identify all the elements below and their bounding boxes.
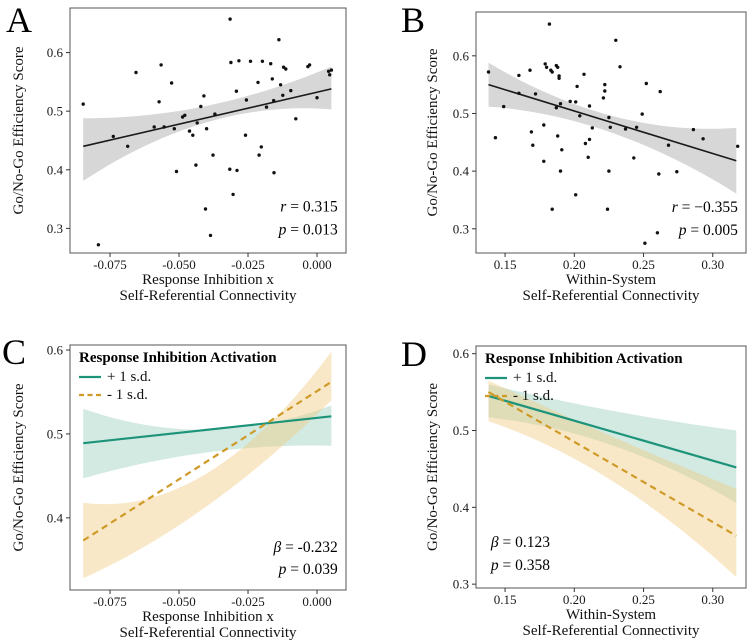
x-axis [494, 253, 724, 304]
x-axis-title: Response Inhibition x [142, 609, 274, 625]
panel-B-plot [375, 0, 750, 320]
y-axis [453, 48, 476, 236]
x-axis [93, 590, 331, 640]
y-tick-label: 0.3 [452, 576, 469, 592]
y-tick-label: 0.4 [452, 499, 469, 515]
panel-D [375, 320, 750, 640]
y-tick-label: 0.6 [452, 48, 469, 64]
x-axis-title: Within-System [565, 272, 657, 288]
legend [485, 351, 683, 404]
x-axis-title: Within-System [565, 607, 657, 623]
panel-B-tag: B [401, 0, 426, 40]
x-axis-title: Self-Referential Connectivity [119, 288, 297, 304]
x-tick-label: 0.20 [562, 592, 586, 607]
x-tick-label: -0.025 [231, 594, 265, 609]
confidence-band [83, 67, 331, 181]
svg-text:β = 0.123: β = 0.123 [490, 533, 550, 551]
x-tick-label: -0.075 [93, 257, 127, 272]
panel-C-plot [0, 320, 375, 640]
legend-title: Response Inhibition Activation [79, 350, 277, 366]
confidence-band [489, 63, 737, 194]
y-tick-label: 0.6 [46, 342, 63, 358]
panel-A-plot [0, 0, 375, 320]
x-tick-label: 0.30 [701, 257, 725, 272]
panel-A-tag: A [6, 0, 32, 40]
y-tick-label: 0.3 [452, 221, 469, 237]
x-axis-title: Self-Referential Connectivity [522, 288, 700, 304]
stats-annotation [272, 539, 338, 578]
y-axis-title: Go/No-Go Efficiency Score [425, 48, 441, 217]
y-tick-label: 0.4 [46, 162, 63, 178]
y-axis-title: Go/No-Go Efficiency Score [425, 382, 441, 552]
y-tick-label: 0.6 [452, 346, 469, 362]
x-axis-title: Self-Referential Connectivity [522, 623, 700, 639]
y-tick-label: 0.3 [46, 220, 63, 236]
panel-A [0, 0, 375, 320]
y-axis [47, 45, 70, 236]
x-tick-label: 0.000 [302, 594, 332, 609]
legend [79, 350, 277, 403]
y-tick-label: 0.5 [46, 103, 63, 119]
y-tick-label: 0.6 [46, 45, 63, 61]
svg-text:β = -0.232: β = -0.232 [273, 539, 338, 557]
panel-C [0, 320, 375, 640]
svg-text:p = 0.358: p = 0.358 [490, 556, 550, 574]
y-axis-title: Go/No-Go Efficiency Score [11, 46, 27, 215]
svg-text:r = −0.355: r = −0.355 [671, 199, 738, 217]
svg-text:p = 0.039: p = 0.039 [278, 561, 338, 579]
legend-item-label: - 1 s.d. [107, 387, 148, 403]
y-axis [453, 346, 476, 591]
x-axis [93, 253, 331, 304]
y-tick-label: 0.4 [46, 510, 63, 526]
y-tick-label: 0.5 [452, 423, 469, 439]
stats-annotation [278, 198, 338, 238]
x-tick-label: -0.075 [93, 594, 127, 609]
panel-C-tag: C [2, 332, 27, 372]
svg-text:p = 0.013: p = 0.013 [278, 221, 338, 239]
panel-B [375, 0, 750, 320]
x-tick-label: 0.30 [701, 592, 725, 607]
x-tick-label: -0.050 [162, 257, 196, 272]
x-axis-title: Self-Referential Connectivity [119, 625, 297, 640]
stats-annotation [490, 534, 550, 574]
panel-D-plot [375, 320, 750, 640]
x-tick-label: 0.25 [632, 257, 655, 272]
x-tick-label: -0.050 [162, 594, 196, 609]
x-tick-label: 0.15 [493, 257, 517, 272]
panel-D-tag: D [401, 334, 427, 374]
legend-item-label: + 1 s.d. [107, 369, 152, 385]
svg-text:p = 0.005: p = 0.005 [678, 221, 738, 239]
x-axis [494, 588, 724, 639]
legend-item-label: + 1 s.d. [513, 370, 558, 386]
x-tick-label: 0.15 [493, 592, 517, 607]
x-tick-label: -0.025 [231, 257, 265, 272]
y-axis [47, 343, 70, 526]
stats-annotation [672, 199, 738, 239]
x-tick-label: 0.25 [632, 592, 655, 607]
x-tick-label: 0.20 [562, 257, 586, 272]
y-axis-title: Go/No-Go Efficiency Score [11, 383, 27, 552]
x-axis-title: Response Inhibition x [142, 272, 274, 288]
x-tick-label: 0.000 [302, 257, 332, 272]
legend-item-label: - 1 s.d. [513, 388, 554, 404]
y-tick-label: 0.5 [452, 105, 469, 121]
regression-line [488, 85, 736, 161]
y-tick-label: 0.4 [452, 163, 469, 179]
legend-title: Response Inhibition Activation [485, 351, 683, 367]
svg-text:r = 0.315: r = 0.315 [280, 198, 338, 216]
y-tick-label: 0.5 [46, 426, 63, 442]
